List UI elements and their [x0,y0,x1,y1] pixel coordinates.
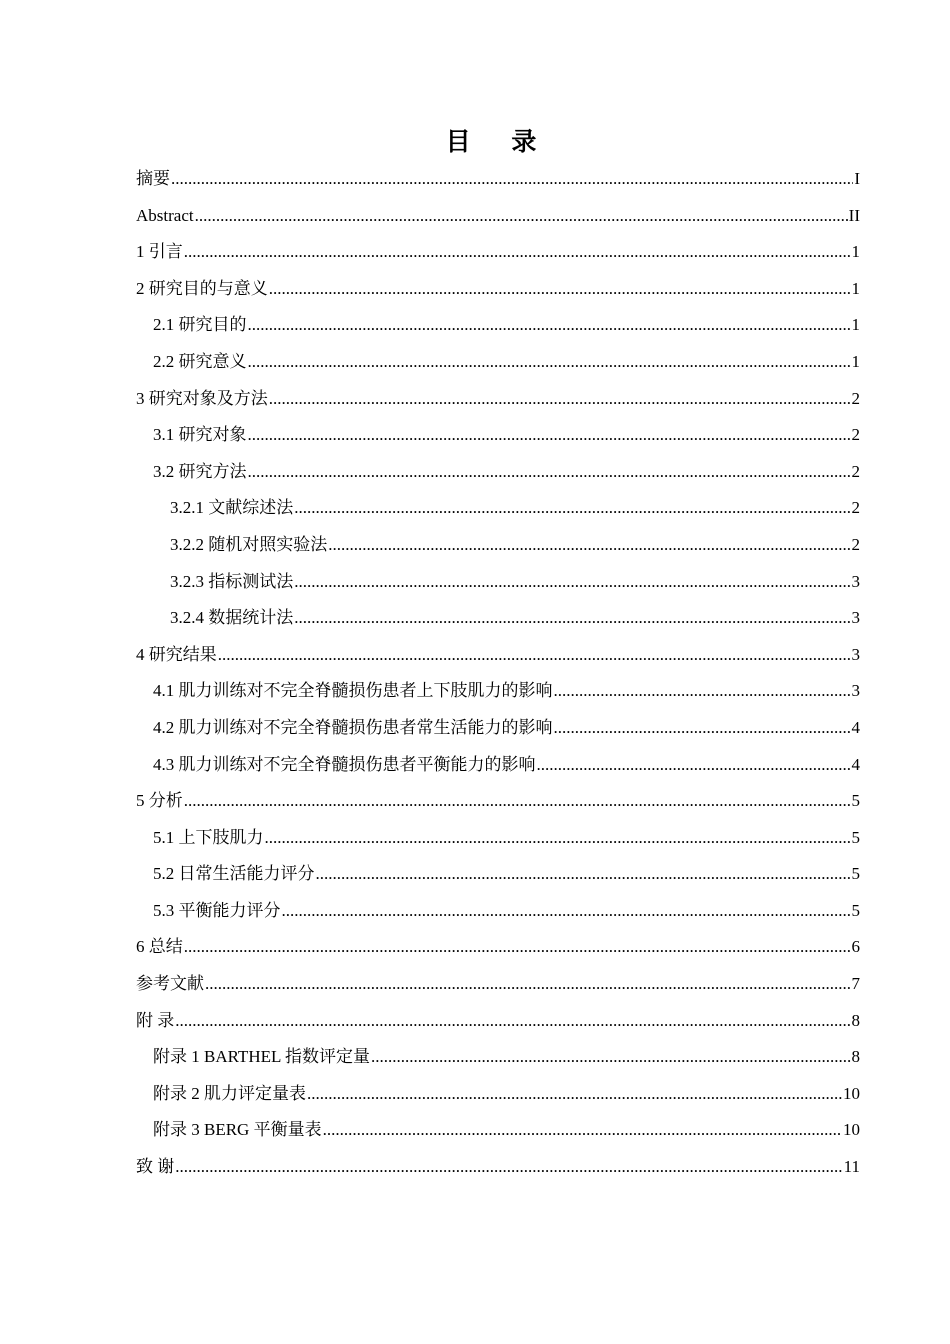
toc-dot-leader [554,710,851,747]
toc-entry[interactable] [136,417,860,454]
toc-entry[interactable] [136,161,860,198]
toc-dot-leader [195,198,848,235]
toc-entry-page-number: 2 [851,425,860,445]
toc-dot-leader [184,234,851,271]
toc-entry-label: 摘要 [136,169,170,188]
toc-entry[interactable] [136,747,860,784]
toc-entry-label: 2 研究目的与意义 [136,278,268,298]
toc-entry-page-number: II [848,205,860,225]
toc-entry-label: 5.3 平衡能力评分 [153,900,281,920]
toc-entry[interactable] [136,1076,860,1113]
toc-dot-leader [175,1003,850,1040]
toc-entry-page-number: 2 [851,498,860,518]
toc-dot-leader [184,783,851,820]
toc-dot-leader [171,161,853,198]
toc-entry-page-number: 1 [851,351,860,371]
toc-dot-leader [554,673,851,710]
toc-entry-page-number: 2 [851,461,860,481]
toc-entry[interactable] [136,820,860,857]
toc-entry-page-number: 1 [851,315,860,335]
toc-entry-label: 4.3 肌力训练对不完全脊髓损伤患者平衡能力的影响 [153,754,536,774]
toc-entry-label: 6 总结 [136,937,183,957]
toc-entry-label: 5.1 上下肢肌力 [153,827,264,847]
toc-entry[interactable] [136,673,860,710]
toc-dot-leader [248,417,851,454]
toc-entry-label: 附录 2 肌力评定量表 [153,1083,306,1103]
toc-dot-leader [248,454,851,491]
toc-entry[interactable] [136,271,860,308]
toc-entry-label: 2.1 研究目的 [153,315,247,335]
toc-entry-label: 3 研究对象及方法 [136,388,268,408]
toc-entry[interactable] [136,856,860,893]
toc-entry-label: 4.2 肌力训练对不完全脊髓损伤患者常生活能力的影响 [153,717,553,737]
toc-entry-page-number: 4 [851,754,860,774]
toc-dot-leader [294,600,850,637]
toc-entry-label: 3.2.4 数据统计法 [170,608,294,628]
toc-entry-page-number: 3 [851,571,860,591]
toc-dot-leader [218,637,851,674]
toc-entry-page-number: 11 [843,1157,860,1177]
toc-entry-label: 5.2 日常生活能力评分 [153,864,315,884]
toc-entry[interactable] [136,710,860,747]
toc-entry[interactable] [136,527,860,564]
toc-entry-label: 附 录 [136,1010,175,1030]
toc-entry[interactable] [136,966,860,1003]
toc-entry-page-number: 1 [851,242,860,262]
toc-entry[interactable] [136,600,860,637]
toc-entry-page-number: 1 [851,278,860,298]
toc-entry[interactable] [136,637,860,674]
toc-entry-label: 4.1 肌力训练对不完全脊髓损伤患者上下肢肌力的影响 [153,681,553,701]
toc-entry-label: 2.2 研究意义 [153,351,247,371]
toc-entry[interactable] [136,783,860,820]
toc-entry-label: 3.2.3 指标测试法 [170,571,294,591]
toc-entry[interactable] [136,234,860,271]
toc-entry-page-number: 5 [851,791,860,811]
toc-dot-leader [184,929,851,966]
toc-dot-leader [537,747,851,784]
toc-dot-leader [294,490,850,527]
toc-dot-leader [248,307,851,344]
toc-entry-page-number: 2 [851,534,860,554]
toc-entry-page-number: 4 [851,717,860,737]
toc-dot-leader [328,527,850,564]
toc-entry-label: 5 分析 [136,791,183,811]
toc-entry-page-number: 10 [843,1120,860,1140]
toc-entry[interactable] [136,307,860,344]
toc-dot-leader [205,966,851,1003]
toc-entry-label: Abstract [136,205,194,225]
toc-entry-page-number: 6 [851,937,860,957]
toc-entry-page-number: 3 [851,644,860,664]
toc-dot-leader [248,344,851,381]
toc-entry-page-number: 7 [851,974,860,994]
toc-dot-leader [323,1112,842,1149]
toc-entry-label: 附录 1 BARTHEL 指数评定量 [153,1047,370,1067]
toc-entry-label: 参考文献 [136,974,204,994]
toc-entry-page-number: 5 [851,827,860,847]
toc-list [136,161,860,1186]
toc-entry-label: 附录 3 BERG 平衡量表 [153,1120,322,1140]
toc-entry-label: 3.1 研究对象 [153,425,247,445]
toc-dot-leader [269,271,851,308]
toc-entry-page-number: 2 [851,388,860,408]
toc-dot-leader [371,1039,851,1076]
toc-entry[interactable] [136,564,860,601]
toc-entry-page-number: 8 [851,1047,860,1067]
toc-entry-page-number: 3 [851,608,860,628]
toc-entry[interactable] [136,381,860,418]
toc-entry[interactable] [136,893,860,930]
toc-dot-leader [316,856,851,893]
toc-entry-page-number: 8 [851,1010,860,1030]
toc-entry[interactable] [136,344,860,381]
toc-entry-label: 1 引言 [136,242,183,262]
toc-entry[interactable] [136,490,860,527]
toc-entry[interactable] [136,1003,860,1040]
toc-entry-label: 3.2 研究方法 [153,461,247,481]
toc-entry-page-number: 3 [851,681,860,701]
toc-entry-label: 3.2.2 随机对照实验法 [170,534,328,554]
toc-dot-leader [294,564,850,601]
toc-entry-label: 致 谢 [136,1157,175,1177]
toc-entry[interactable] [136,1039,860,1076]
toc-entry-label: 3.2.1 文献综述法 [170,498,294,518]
toc-entry-page-number: 5 [851,864,860,884]
toc-entry[interactable] [136,454,860,491]
toc-dot-leader [265,820,851,857]
toc-dot-leader [269,381,851,418]
toc-title: 目 录 [445,127,553,156]
toc-entry[interactable] [136,1149,860,1186]
toc-entry[interactable] [136,198,860,235]
toc-entry[interactable] [136,1112,860,1149]
toc-dot-leader [282,893,851,930]
toc-entry-page-number: I [854,169,860,188]
toc-dot-leader [307,1076,842,1113]
toc-entry[interactable] [136,929,860,966]
toc-entry-label: 4 研究结果 [136,644,217,664]
toc-entry-page-number: 5 [851,900,860,920]
toc-dot-leader [175,1149,842,1186]
toc-entry-page-number: 10 [843,1083,860,1103]
